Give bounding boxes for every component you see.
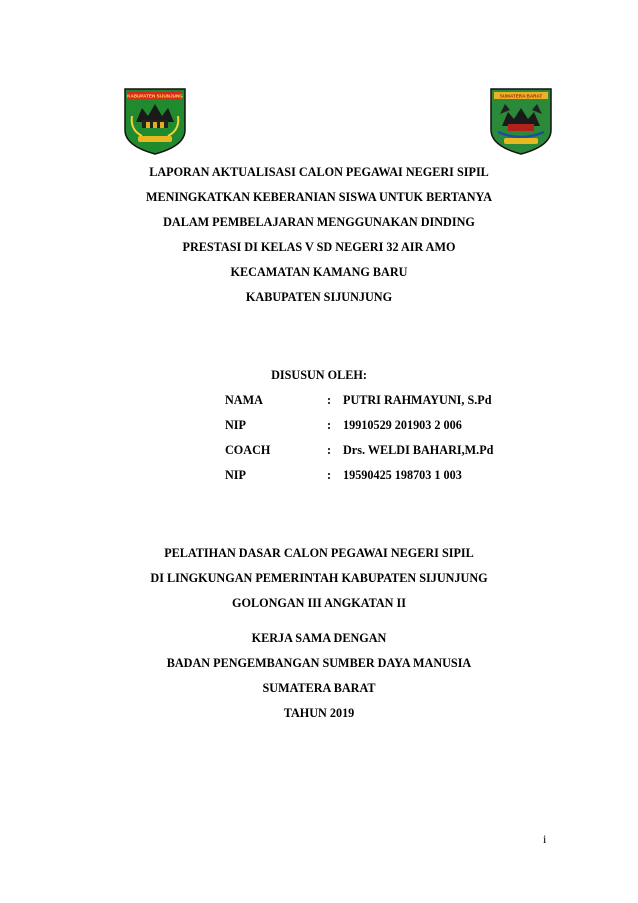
field-label: NIP xyxy=(225,468,246,482)
field-value: 19590425 198703 1 003 xyxy=(343,468,462,482)
cooperation-line: BADAN PENGEMBANGAN SUMBER DAYA MANUSIA xyxy=(166,656,472,670)
field-value: 19910529 201903 2 006 xyxy=(343,418,462,432)
field-separator: : xyxy=(327,418,332,432)
training-section xyxy=(0,541,638,616)
field-separator: : xyxy=(327,443,332,457)
training-line: DI LINGKUNGAN PEMERINTAH KABUPATEN SIJUNJUNG xyxy=(150,571,488,585)
author-heading: DISUSUN OLEH: xyxy=(271,368,367,382)
field-label: NAMA xyxy=(225,393,263,407)
author-row-nip xyxy=(0,413,638,438)
training-line: GOLONGAN III ANGKATAN II xyxy=(232,596,406,610)
kabupaten-sijunjung-logo xyxy=(122,86,188,156)
sijunjung-emblem-icon xyxy=(122,86,188,156)
field-label: COACH xyxy=(225,443,271,457)
field-separator: : xyxy=(327,468,332,482)
training-line: PELATIHAN DASAR CALON PEGAWAI NEGERI SIPIL xyxy=(164,546,474,560)
svg-text:SUMATERA BARAT: SUMATERA BARAT xyxy=(499,93,543,99)
cooperation-section xyxy=(0,626,638,726)
author-section xyxy=(0,363,638,482)
field-separator: : xyxy=(327,393,332,407)
title-line: MENINGKATKAN KEBERANIAN SISWA UNTUK BERTANYA xyxy=(145,190,493,204)
author-row-coach xyxy=(0,438,638,463)
title-line: DALAM PEMBELAJARAN MENGGUNAKAN DINDING xyxy=(163,215,475,229)
title-line: KECAMATAN KAMANG BARU xyxy=(230,265,408,279)
cooperation-line: KERJA SAMA DENGAN xyxy=(251,631,387,645)
title-line: KABUPATEN SIJUNJUNG xyxy=(245,290,393,304)
cooperation-line: TAHUN 2019 xyxy=(283,706,355,720)
report-title xyxy=(0,160,638,310)
cooperation-line: SUMATERA BARAT xyxy=(262,681,376,695)
author-row-coach-nip xyxy=(0,463,638,488)
sumatera-barat-logo xyxy=(488,86,554,156)
field-value: PUTRI RAHMAYUNI, S.Pd xyxy=(343,393,492,407)
field-value: Drs. WELDI BAHARI,M.Pd xyxy=(343,443,494,457)
sumatera-barat-emblem-icon xyxy=(488,86,554,156)
author-row-name xyxy=(0,388,638,413)
title-line: LAPORAN AKTUALISASI CALON PEGAWAI NEGERI SIPIL xyxy=(149,165,489,179)
field-label: NIP xyxy=(225,418,246,432)
page-number: i xyxy=(543,832,547,846)
svg-text:KABUPATEN SIJUNJUNG: KABUPATEN SIJUNJUNG xyxy=(127,93,183,99)
title-line: PRESTASI DI KELAS V SD NEGERI 32 AIR AMO xyxy=(182,240,456,254)
